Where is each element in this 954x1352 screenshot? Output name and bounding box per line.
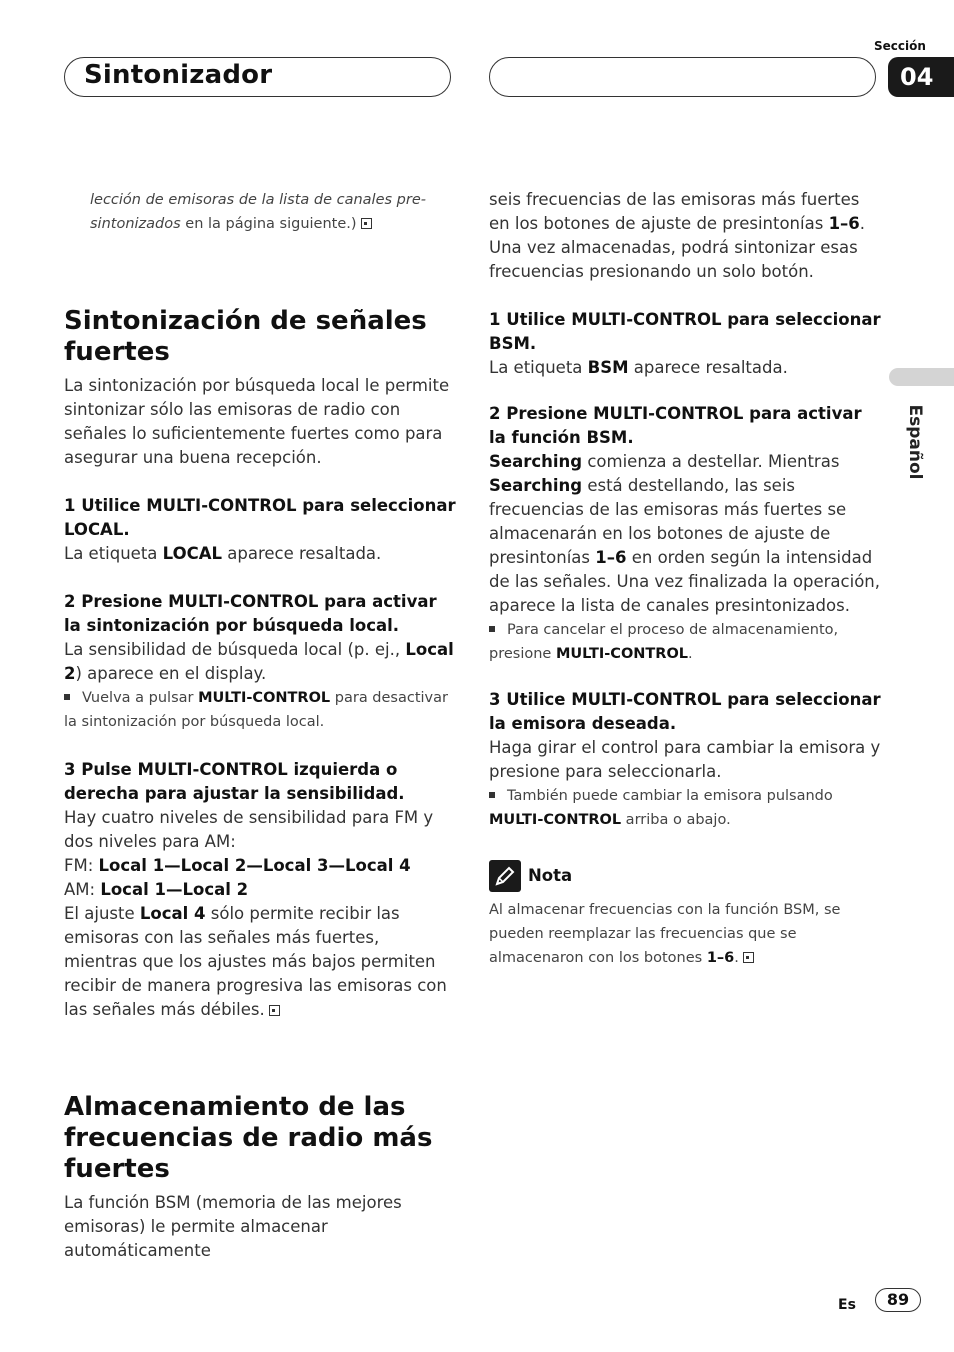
step-note: También puede cambiar la emisora pulsando MULTI-CONTROL arriba o abajo. [489, 788, 833, 828]
end-mark-icon [361, 218, 372, 229]
end-mark-icon [743, 952, 754, 963]
nota-title: Nota [528, 866, 573, 885]
step-text: Hay cuatro niveles de sensibilidad para FM y dos niveles para AM: [64, 808, 434, 851]
language-tab [889, 368, 954, 386]
section-label: Sección [874, 39, 926, 53]
fm-levels: FM: Local 1—Local 2—Local 3—Local 4 [64, 856, 411, 875]
step-note: Vuelva a pulsar MULTI-CONTROL para desactivar la sintonización por búsqueda local. [64, 690, 448, 730]
section-heading-bsm: Almacenamiento de las frecuencias de radio más fuertes [64, 1092, 433, 1184]
step-text: La etiqueta LOCAL aparece resaltada. [64, 544, 382, 563]
intro-tail: en la página siguiente.) [180, 216, 357, 232]
note-pencil-icon [489, 860, 521, 892]
bullet-icon [489, 792, 495, 798]
step-text: La sensibilidad de búsqueda local (p. ej., Local 2) aparece en el display. [64, 640, 454, 683]
step-title: 2 Presione MULTI-CONTROL para activar la función BSM. [489, 404, 862, 447]
section-number-badge: 04 [888, 57, 954, 97]
step-title: 1 Utilice MULTI-CONTROL para seleccionar LOCAL. [64, 496, 456, 539]
left-column [64, 188, 456, 1263]
section-body: La sintonización por búsqueda local le permite sintonizar sólo las emisoras de radio con señales lo suficientemente fuertes como para asegurar una buena recepción. [64, 376, 450, 467]
step-note: Para cancelar el proceso de almacenamiento, presione MULTI-CONTROL. [489, 622, 839, 662]
footer-lang-code: Es [838, 1297, 856, 1313]
page-number: 89 [875, 1288, 921, 1312]
nota-text: Al almacenar frecuencias con la función BSM, se pueden reemplazar las frecuencias que se almacenaron con los botones 1–6. [489, 902, 841, 966]
section-body: La función BSM (memoria de las mejores emisoras) le permite almacenar automáticamente [64, 1193, 402, 1260]
step-title: 3 Utilice MULTI-CONTROL para seleccionar la emisora deseada. [489, 690, 881, 733]
section-heading-strong-signals: Sintonización de señales fuertes [64, 306, 427, 367]
header-right-pill [489, 57, 876, 97]
step-text: Haga girar el control para cambiar la emisora y presione para seleccionarla. [489, 738, 881, 781]
bullet-icon [64, 694, 70, 700]
step-title: 1 Utilice MULTI-CONTROL para seleccionar BSM. [489, 310, 881, 353]
step-text: La etiqueta BSM aparece resaltada. [489, 358, 788, 377]
am-levels: AM: Local 1—Local 2 [64, 880, 249, 899]
intro-fragment [64, 188, 456, 236]
step-title: 3 Pulse MULTI-CONTROL izquierda o derecha para ajustar la sensibilidad. [64, 760, 405, 803]
header-title: Sintonizador [84, 60, 273, 90]
bullet-icon [489, 626, 495, 632]
intro-text: seis frecuencias de las emisoras más fuertes en los botones de ajuste de presintonías 1–6. Una vez almacenadas, podrá sintonizar esas frecuencias presionando un solo botón. [489, 190, 866, 281]
step-text: Searching comienza a destellar. Mientras Searching está destellando, las seis frecuencias de las emisoras más fuertes se almacenarán en los botones de ajuste de presintonías 1–6 en orden según la intensidad de las señales. Una vez finalizada la operación, aparece la lista de canales presintonizados. [489, 452, 880, 615]
intro-italic: lección de emisoras de la lista de canales pre-sintonizados [90, 192, 426, 232]
end-mark-icon [269, 1005, 280, 1016]
right-column [489, 188, 881, 970]
language-label: Español [905, 404, 925, 480]
nota-header [489, 860, 881, 892]
step-text: El ajuste Local 4 sólo permite recibir las emisoras con las señales más fuertes, mientras que los ajustes más bajos permiten recibir de manera progresiva las emisoras con las señales más débiles. [64, 904, 447, 1019]
step-title: 2 Presione MULTI-CONTROL para activar la sintonización por búsqueda local. [64, 592, 437, 635]
